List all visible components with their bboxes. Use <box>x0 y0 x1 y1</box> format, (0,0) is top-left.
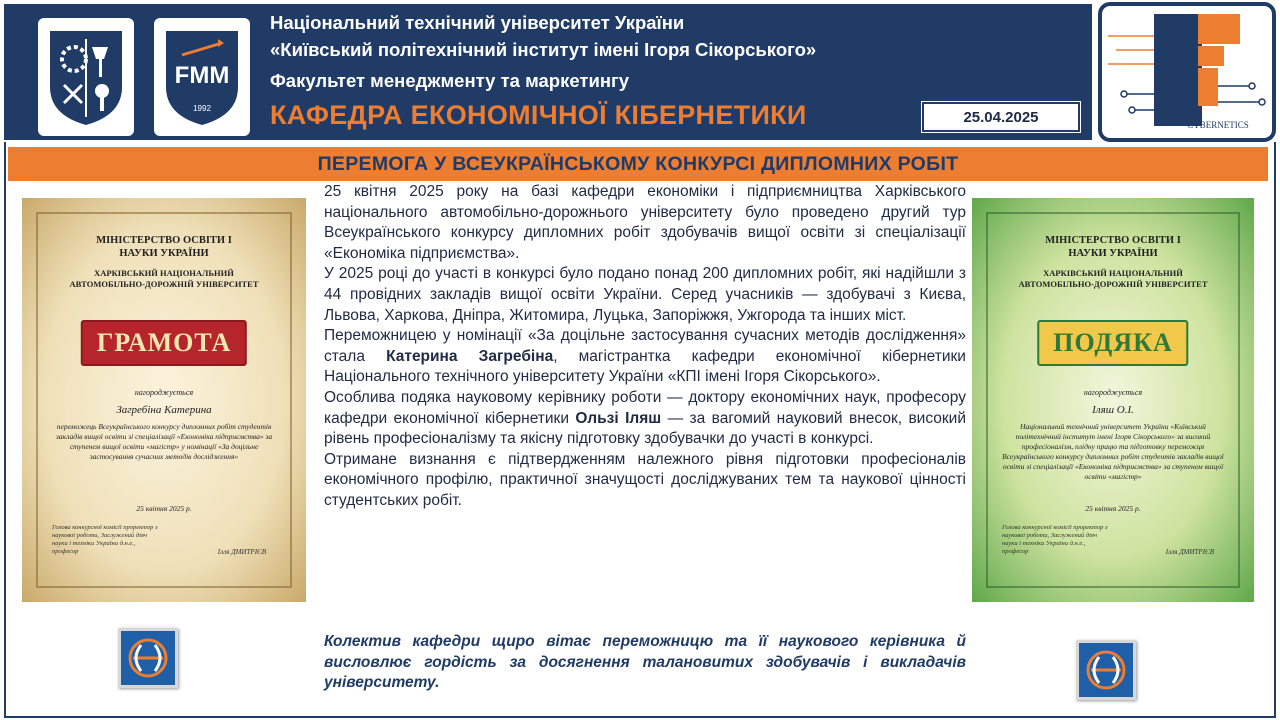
department-logo-left <box>118 628 178 688</box>
cert-banner: ПОДЯКА <box>1037 320 1188 366</box>
cert-signature-name: Ілля ДМИТРІЄВ <box>217 548 266 556</box>
cybernetics-text: CYBERNETICS <box>1187 120 1249 130</box>
department-name: КАФЕДРА ЕКОНОМІЧНОЇ КІБЕРНЕТИКИ <box>270 100 807 130</box>
kpi-logo <box>38 18 134 136</box>
article-text: Особлива подяка науковому керівнику роботи — доктору економічних наук, професору кафедри економічної кібернетики <box>324 388 966 427</box>
winner-name: Катерина Загребіна <box>386 347 554 365</box>
certificate-gramota <box>22 198 306 602</box>
department-logo-right <box>1076 640 1136 700</box>
university-name-line1: Національний технічний університет України <box>270 12 685 33</box>
fmm-logo-text: FMM <box>174 62 230 89</box>
article-paragraph: 25 квітня 2025 року на базі кафедри економіки і підприємництва Харківського національного автомобільно-дорожнього університету було проведено другий тур Всеукраїнського конкурсу дипломних робіт здобувачів вищої освіти зі спеціалізації «Економіка підприємства». <box>324 183 966 262</box>
article-paragraph: Отримане визнання є підтвердженням належного рівня підготовки професіоналів економічного профілю, практичної значущості досліджуваних тем та наукової цінності студентських робіт. <box>324 450 966 509</box>
date-badge: 25.04.2025 <box>922 102 1080 132</box>
page-title: ПЕРЕМОГА У ВСЕУКРАЇНСЬКОМУ КОНКУРСІ ДИПЛОМНИХ РОБІТ <box>317 152 959 175</box>
closing-statement: Колектив кафедри щиро вітає переможницю та її наукового керівника й висловлює гордість за досягнення талановитих здобувачів і викладачів університету. <box>324 633 966 692</box>
fmm-shield-icon <box>162 25 242 129</box>
supervisor-name: Ользі Іляш <box>575 409 662 427</box>
article-paragraph <box>324 388 966 450</box>
article-text: Переможницею у номінації «За доцільне застосування сучасних методів дослідження» стала <box>324 327 966 365</box>
title-bar <box>8 147 1268 181</box>
kpi-shield-icon <box>46 25 126 129</box>
cert-awarded: нагороджується <box>134 388 194 397</box>
cert-body: Національний технічний університет України «Київський політехнічний інститут імені Ігоря Сікорського» за високий професіоналізм, плідну працю та підготовку переможця Всеукраїнського конкурсу дипломних робіт студентів закладів вищої освіти зі спеціалізації «Економіка підприємства» за ступенем вищої освіти «магістр» <box>1002 422 1224 481</box>
article-text: , магістрантка кафедри економічної кібернетики Національного технічного університету України «КПІ імені Ігоря Сікорського». <box>324 347 966 386</box>
certificate-podyaka <box>972 198 1254 602</box>
fmm-logo <box>154 18 250 136</box>
article-text: — за вагомий науковий внесок, високий рівень професіоналізму та якісну підготовку здобувачки до участі в конкурсі. <box>324 409 966 448</box>
university-name-line2: «Київський політехнічний інститут імені Ігоря Сікорського» <box>270 39 817 60</box>
cert-awarded: нагороджується <box>1083 388 1143 397</box>
cert-date: 25 квітня 2025 р. <box>136 504 192 513</box>
cert-university: ХАРКІВСЬКИЙ НАЦІОНАЛЬНИЙ АВТОМОБІЛЬНО-ДОРОЖНІЙ УНІВЕРСИТЕТ <box>69 268 259 289</box>
cert-name: Іляш О.І. <box>1092 404 1134 416</box>
cert-body: переможець Всеукраїнського конкурсу дипломних робіт студентів закладів вищої освіти зі спеціалізації «Економіка підприємства» за ступенем вищої освіти «магістр» у номінації «За доцільне застосування сучасних методів дослідження» <box>55 422 273 461</box>
cert-signature-block: Голова конкурсної комісії проректор з наукової роботи, Заслужений діяч науки і техніки України д.н.е., професор <box>52 524 158 555</box>
ek-logo-icon <box>121 631 175 685</box>
cert-signature-block: Голова конкурсної комісії проректор з наукової роботи, Заслужений діяч науки і техніки України д.н.е., професор <box>1002 524 1108 555</box>
cert-university: ХАРКІВСЬКИЙ НАЦІОНАЛЬНИЙ АВТОМОБІЛЬНО-ДОРОЖНІЙ УНІВЕРСИТЕТ <box>1018 268 1208 289</box>
article-paragraph <box>324 326 966 388</box>
cybernetics-logo <box>1098 2 1276 142</box>
page-header <box>4 4 1092 140</box>
article-body <box>324 182 966 512</box>
cert-date: 25 квітня 2025 р. <box>1085 504 1141 513</box>
cert-signature-name: Ілля ДМИТРІЄВ <box>1165 548 1214 556</box>
fmm-year: 1992 <box>193 104 211 113</box>
cert-ministry: МІНІСТЕРСТВО ОСВІТИ І НАУКИ УКРАЇНИ <box>96 235 232 259</box>
article-paragraph <box>324 264 966 326</box>
article-text: У 2025 році до участі в конкурсі було подано понад 200 дипломних робіт, які надійшли з 44 провідних закладів вищої освіти України. Серед учасників — здобувачі з Києва, Львова, Харкова, Дніпра, Житомира, Луцька, Запоріжжя, Ужгорода та інших міст. <box>324 265 966 324</box>
circuit-icon <box>1102 6 1272 138</box>
cert-banner: ГРАМОТА <box>81 320 247 366</box>
ek-logo-icon <box>1079 643 1133 697</box>
cert-ministry: МІНІСТЕРСТВО ОСВІТИ І НАУКИ УКРАЇНИ <box>1045 235 1181 259</box>
cert-name: Загребіна Катерина <box>116 404 212 416</box>
faculty-name: Факультет менеджменту та маркетингу <box>270 70 630 91</box>
